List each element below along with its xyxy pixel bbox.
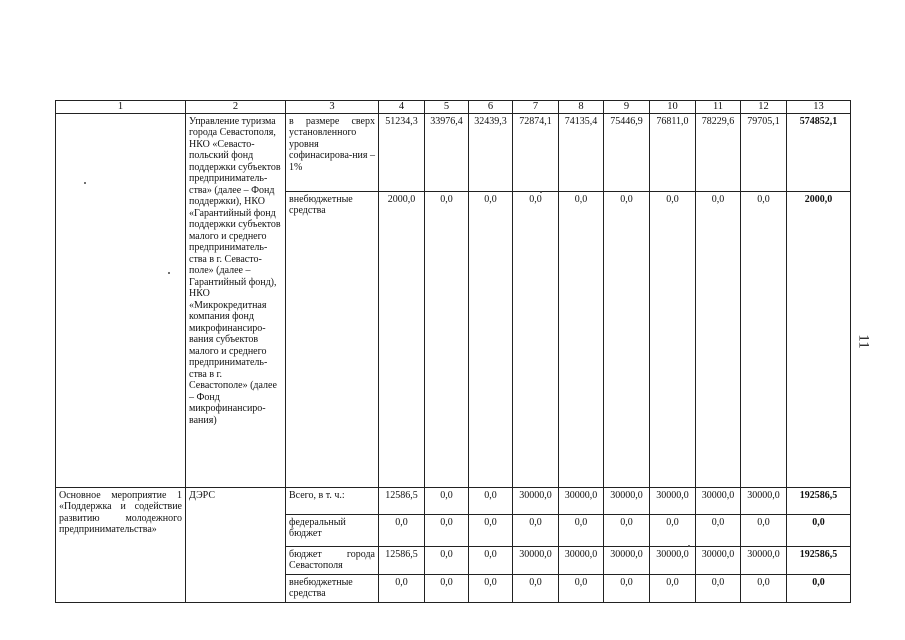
total-cell: 0,0 <box>787 514 851 546</box>
table-row <box>56 113 851 191</box>
header-cell-10: 10 <box>650 101 696 114</box>
value-cell: 0,0 <box>425 546 469 574</box>
value-cell: 0,0 <box>559 574 604 602</box>
total-cell: 192586,5 <box>787 546 851 574</box>
source-label: Всего, в т. ч.: <box>286 487 379 514</box>
page-number: 11 <box>855 334 872 349</box>
value-cell: 30000,0 <box>741 487 787 514</box>
source-label: бюджет города Севастополя <box>286 546 379 574</box>
value-cell: 0,0 <box>741 191 787 487</box>
value-cell: 0,0 <box>469 487 513 514</box>
value-cell: 0,0 <box>696 191 741 487</box>
header-cell-5: 5 <box>425 101 469 114</box>
value-cell: 12586,5 <box>379 487 425 514</box>
scan-speck <box>688 545 690 547</box>
value-cell: 0,0 <box>696 574 741 602</box>
header-cell-6: 6 <box>469 101 513 114</box>
value-cell: 30000,0 <box>513 546 559 574</box>
value-cell: 30000,0 <box>650 546 696 574</box>
value-cell: 30000,0 <box>696 487 741 514</box>
source-label: в размере сверх установленного уровня софинасирова-ния – 1% <box>286 113 379 191</box>
table-body <box>56 101 851 603</box>
header-cell-13: 13 <box>787 101 851 114</box>
budget-table <box>55 100 851 603</box>
value-cell: 0,0 <box>425 514 469 546</box>
value-cell: 51234,3 <box>379 113 425 191</box>
value-cell: 30000,0 <box>513 487 559 514</box>
value-cell: 0,0 <box>513 514 559 546</box>
value-cell: 0,0 <box>469 546 513 574</box>
value-cell: 0,0 <box>696 514 741 546</box>
header-cell-9: 9 <box>604 101 650 114</box>
scan-speck <box>168 272 170 274</box>
value-cell: 33976,4 <box>425 113 469 191</box>
value-cell: 72874,1 <box>513 113 559 191</box>
total-cell: 574852,1 <box>787 113 851 191</box>
value-cell: 30000,0 <box>559 487 604 514</box>
value-cell: 0,0 <box>425 574 469 602</box>
value-cell: 0,0 <box>425 487 469 514</box>
value-cell: 0,0 <box>559 191 604 487</box>
value-cell: 0,0 <box>469 514 513 546</box>
value-cell: 0,0 <box>650 191 696 487</box>
value-cell: 0,0 <box>513 574 559 602</box>
total-cell: 0,0 <box>787 574 851 602</box>
header-cell-11: 11 <box>696 101 741 114</box>
value-cell: 30000,0 <box>604 546 650 574</box>
header-cell-8: 8 <box>559 101 604 114</box>
value-cell: 30000,0 <box>741 546 787 574</box>
value-cell: 0,0 <box>559 514 604 546</box>
header-cell-4: 4 <box>379 101 425 114</box>
value-cell: 2000,0 <box>379 191 425 487</box>
scan-speck <box>540 191 542 193</box>
value-cell: 0,0 <box>650 514 696 546</box>
value-cell: 74135,4 <box>559 113 604 191</box>
value-cell: 78229,6 <box>696 113 741 191</box>
value-cell: 0,0 <box>604 514 650 546</box>
header-cell-1: 1 <box>56 101 186 114</box>
activity-cell: Основное мероприятие 1 «Поддержка и содействие развитию молодежного предпринимательства» <box>56 487 186 602</box>
source-label: внебюджетные средства <box>286 574 379 602</box>
value-cell: 79705,1 <box>741 113 787 191</box>
value-cell: 0,0 <box>513 191 559 487</box>
executor-cell: ДЭРС <box>186 487 286 602</box>
header-row <box>56 101 851 114</box>
value-cell: 12586,5 <box>379 546 425 574</box>
header-cell-2: 2 <box>186 101 286 114</box>
scan-speck <box>84 182 86 184</box>
source-label: внебюджетные средства <box>286 191 379 487</box>
value-cell: 75446,9 <box>604 113 650 191</box>
value-cell: 0,0 <box>650 574 696 602</box>
total-cell: 2000,0 <box>787 191 851 487</box>
value-cell: 0,0 <box>469 574 513 602</box>
value-cell: 30000,0 <box>604 487 650 514</box>
executor-cell: Управление туризма города Севастополя, НКО «Севасто-польский фонд поддержки субъектов предприниматель-ства» (далее – Фонд поддержки), НКО «Гарантийный фонд поддержки субъектов малого и среднего предприниматель-ства в г. Севасто-поле» (далее – Гарантийный фонд), НКО «Микрокредитная компания фонд микрофинансиро-вания субъектов малого и среднего предприниматель-ства в г. Севастополе» (далее – Фонд микрофинансиро-вания) <box>186 113 286 487</box>
header-cell-3: 3 <box>286 101 379 114</box>
program-cell-empty <box>56 113 186 487</box>
value-cell: 30000,0 <box>559 546 604 574</box>
header-cell-12: 12 <box>741 101 787 114</box>
value-cell: 30000,0 <box>650 487 696 514</box>
value-cell: 32439,3 <box>469 113 513 191</box>
header-cell-7: 7 <box>513 101 559 114</box>
value-cell: 0,0 <box>379 514 425 546</box>
source-label: федеральный бюджет <box>286 514 379 546</box>
value-cell: 0,0 <box>604 191 650 487</box>
table-row <box>56 487 851 514</box>
total-cell: 192586,5 <box>787 487 851 514</box>
value-cell: 0,0 <box>379 574 425 602</box>
value-cell: 76811,0 <box>650 113 696 191</box>
value-cell: 0,0 <box>425 191 469 487</box>
value-cell: 30000,0 <box>696 546 741 574</box>
value-cell: 0,0 <box>741 574 787 602</box>
value-cell: 0,0 <box>741 514 787 546</box>
value-cell: 0,0 <box>469 191 513 487</box>
value-cell: 0,0 <box>604 574 650 602</box>
